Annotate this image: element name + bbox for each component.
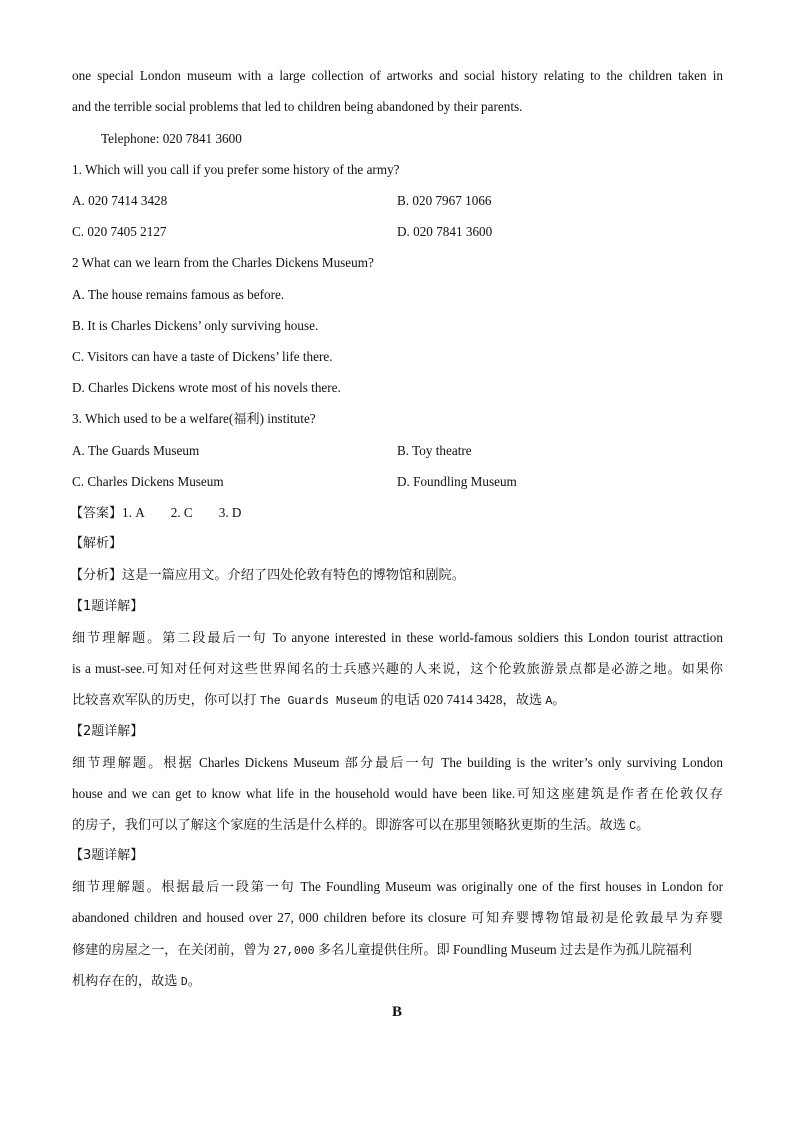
- q1-text: 。: [552, 692, 566, 707]
- question-2-option-b: B. It is Charles Dickens’ only surviving house.: [72, 318, 319, 333]
- answer-item: 3. D: [218, 505, 242, 520]
- q1-detail-line: is a must-see.可知对任何对这些世界闻名的士兵感兴趣的人来说，这个伦敦旅游景点都是必游之地。如果你: [72, 661, 723, 676]
- q3-text: 。: [187, 973, 201, 988]
- q3-choice: D: [180, 976, 188, 989]
- q1-detail-line: [72, 692, 565, 710]
- question-2-option-c: C. Visitors can have a taste of Dickens’ life there.: [72, 349, 333, 364]
- q2-choice: C: [629, 820, 637, 833]
- question-3-stem: 3. Which used to be a welfare(福利) institute?: [72, 411, 316, 426]
- q1-choice: A: [545, 695, 553, 708]
- question-1-option-c: C. 020 7405 2127: [72, 224, 167, 239]
- q1-text: 比较喜欢军队的历史，你可以打: [72, 692, 260, 707]
- q2-detail-line: 细节理解题。根据 Charles Dickens Museum 部分最后一句 The building is the writer’s only surviving London: [72, 755, 723, 770]
- q3-number: 27,000: [273, 945, 315, 958]
- answer-label: 【答案】: [70, 506, 123, 521]
- question-3-option-c: C. Charles Dickens Museum: [72, 474, 224, 489]
- q1-text: 的电话 020 7414 3428，故选: [377, 692, 546, 707]
- answer-item: 1. A: [122, 505, 145, 520]
- q1-detail-line: 细节理解题。第二段最后一句 To anyone interested in these world-famous soldiers this London tourist attraction: [72, 630, 723, 645]
- question-1-option-b: B. 020 7967 1066: [397, 193, 492, 208]
- q3-text: 机构存在的，故选: [72, 973, 181, 988]
- question-3-option-a: A. The Guards Museum: [72, 443, 200, 458]
- question-3-option-d: D. Foundling Museum: [397, 474, 517, 489]
- q3-detail-label: 【3题详解】: [70, 848, 144, 863]
- question-2-stem: 2 What can we learn from the Charles Dickens Museum?: [72, 255, 374, 270]
- q2-detail-line: house and we can get to know what life in the household would have been like.可知这座建筑是作者在伦敦仅存: [72, 786, 723, 801]
- summary-label: 【分析】: [70, 568, 123, 583]
- analysis-label: 【解析】: [70, 536, 123, 551]
- q2-detail-label: 【2题详解】: [70, 724, 144, 739]
- q3-detail-line: [72, 973, 201, 991]
- summary-text: 这是一篇应用文。介绍了四处伦敦有特色的博物馆和剧院。: [122, 567, 465, 582]
- passage-line: and the terrible social problems that led to children being abandoned by their parents.: [72, 99, 523, 114]
- question-1-option-d: D. 020 7841 3600: [397, 224, 493, 239]
- answer-line: [70, 505, 241, 522]
- q3-text: 多名儿童提供住所。即 Foundling Museum 过去是作为孤儿院福利: [314, 942, 692, 957]
- q1-museum-name: The Guards Museum: [259, 695, 378, 708]
- answer-item: 2. C: [170, 505, 193, 520]
- summary-line: [70, 567, 465, 584]
- q1-detail-label: 【1题详解】: [70, 599, 144, 614]
- q3-detail-line: [72, 942, 692, 960]
- passage-line: one special London museum with a large collection of artworks and social history relating to the children taken in: [72, 68, 723, 83]
- question-2-option-d: D. Charles Dickens wrote most of his novels there.: [72, 380, 341, 395]
- q3-detail-line: abandoned children and housed over 27, 000 children before its closure 可知弃婴博物馆最初是伦敦最早为弃婴: [72, 910, 723, 925]
- question-1-option-a: A. 020 7414 3428: [72, 193, 168, 208]
- q2-text: 的房子，我们可以了解这个家庭的生活是什么样的。即游客可以在那里领略狄更斯的生活。故选: [72, 817, 630, 832]
- question-1-stem: 1. Which will you call if you prefer some history of the army?: [72, 162, 400, 177]
- question-2-option-a: A. The house remains famous as before.: [72, 287, 285, 302]
- q2-text: 。: [636, 817, 650, 832]
- q3-text: 修建的房屋之一，在关闭前，曾为: [72, 942, 274, 957]
- telephone-line: Telephone: 020 7841 3600: [101, 131, 242, 146]
- q2-detail-line: [72, 817, 649, 835]
- section-heading: B: [391, 1004, 402, 1020]
- question-3-option-b: B. Toy theatre: [397, 443, 472, 458]
- q3-detail-line: 细节理解题。根据最后一段第一句 The Foundling Museum was originally one of the first houses in London for: [72, 879, 723, 894]
